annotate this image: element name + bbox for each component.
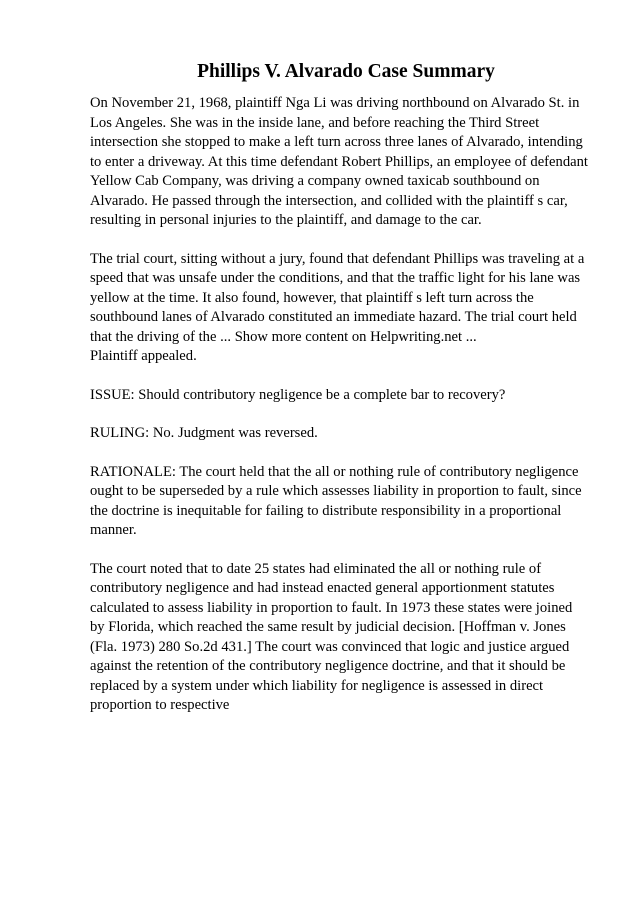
text-line: replaced by a system under which liability for negligence is assessed in direct bbox=[90, 677, 544, 694]
text-line: Yellow Cab Company, was driving a company owned taxicab southbound on bbox=[90, 173, 540, 189]
text-line: to enter a driveway. At this time defendant Robert Phillips, an employee of defendant bbox=[90, 153, 588, 170]
text-line: ought to be superseded by a rule which assesses liability in proportion to fault, since bbox=[90, 483, 582, 499]
text-line: On November 21, 1968, plaintiff Nga Li was driving northbound on Alvarado St. in bbox=[90, 95, 580, 111]
text-line: ISSUE: Should contributory negligence be a complete bar to recovery? bbox=[90, 386, 506, 403]
document-body bbox=[90, 94, 588, 716]
text-line: manner. bbox=[90, 522, 137, 538]
paragraph bbox=[90, 94, 600, 231]
text-line: Alvarado. He passed through the intersection, and collided with the plaintiff s car, bbox=[90, 192, 568, 209]
text-line: Plaintiff appealed. bbox=[90, 348, 197, 364]
text-line: calculated to assess liability in proportion to fault. In 1973 these states were joined bbox=[90, 599, 573, 616]
paragraph bbox=[90, 424, 600, 444]
text-line: speed that was unsafe under the conditions, and that the traffic light for his lane was bbox=[90, 270, 581, 286]
paragraph bbox=[90, 560, 600, 716]
text-line: (Fla. 1973) 280 So.2d 431.] The court was convinced that logic and justice argued bbox=[90, 638, 570, 655]
text-line: proportion to respective bbox=[90, 697, 230, 713]
text-line: that the driving of the ... Show more content on Helpwriting.net ... bbox=[90, 328, 477, 345]
text-line: by Florida, which reached the same result by judicial decision. [Hoffman v. Jones bbox=[90, 619, 566, 635]
paragraph bbox=[90, 386, 600, 406]
text-line: Los Angeles. She was in the inside lane, and before reaching the Third Street bbox=[90, 114, 540, 131]
paragraph bbox=[90, 463, 600, 541]
text-line: contributory negligence and had instead enacted general apportionment statutes bbox=[90, 580, 555, 596]
text-line: against the retention of the contributory negligence doctrine, and that it should be bbox=[90, 658, 566, 674]
text-line: resulting in personal injuries to the plaintiff, and damage to the car. bbox=[90, 212, 482, 228]
paragraph bbox=[90, 250, 600, 367]
text-line: The trial court, sitting without a jury, found that defendant Phillips was traveling at a bbox=[90, 250, 585, 267]
text-line: RATIONALE: The court held that the all or nothing rule of contributory negligence bbox=[90, 463, 579, 480]
text-line: southbound lanes of Alvarado constituted an immediate hazard. The trial court held bbox=[90, 309, 577, 325]
page-title: Phillips V. Alvarado Case Summary bbox=[197, 61, 495, 82]
text-line: RULING: No. Judgment was reversed. bbox=[90, 425, 318, 441]
text-line: the doctrine is inequitable for failing to distribute responsibility in a proportional bbox=[90, 502, 562, 519]
text-line: intersection she stopped to make a left turn across three lanes of Alvarado, intending bbox=[90, 134, 583, 150]
text-line: The court noted that to date 25 states had eliminated the all or nothing rule of bbox=[90, 560, 542, 577]
text-line: yellow at the time. It also found, however, that plaintiff s left turn across the bbox=[90, 289, 534, 306]
